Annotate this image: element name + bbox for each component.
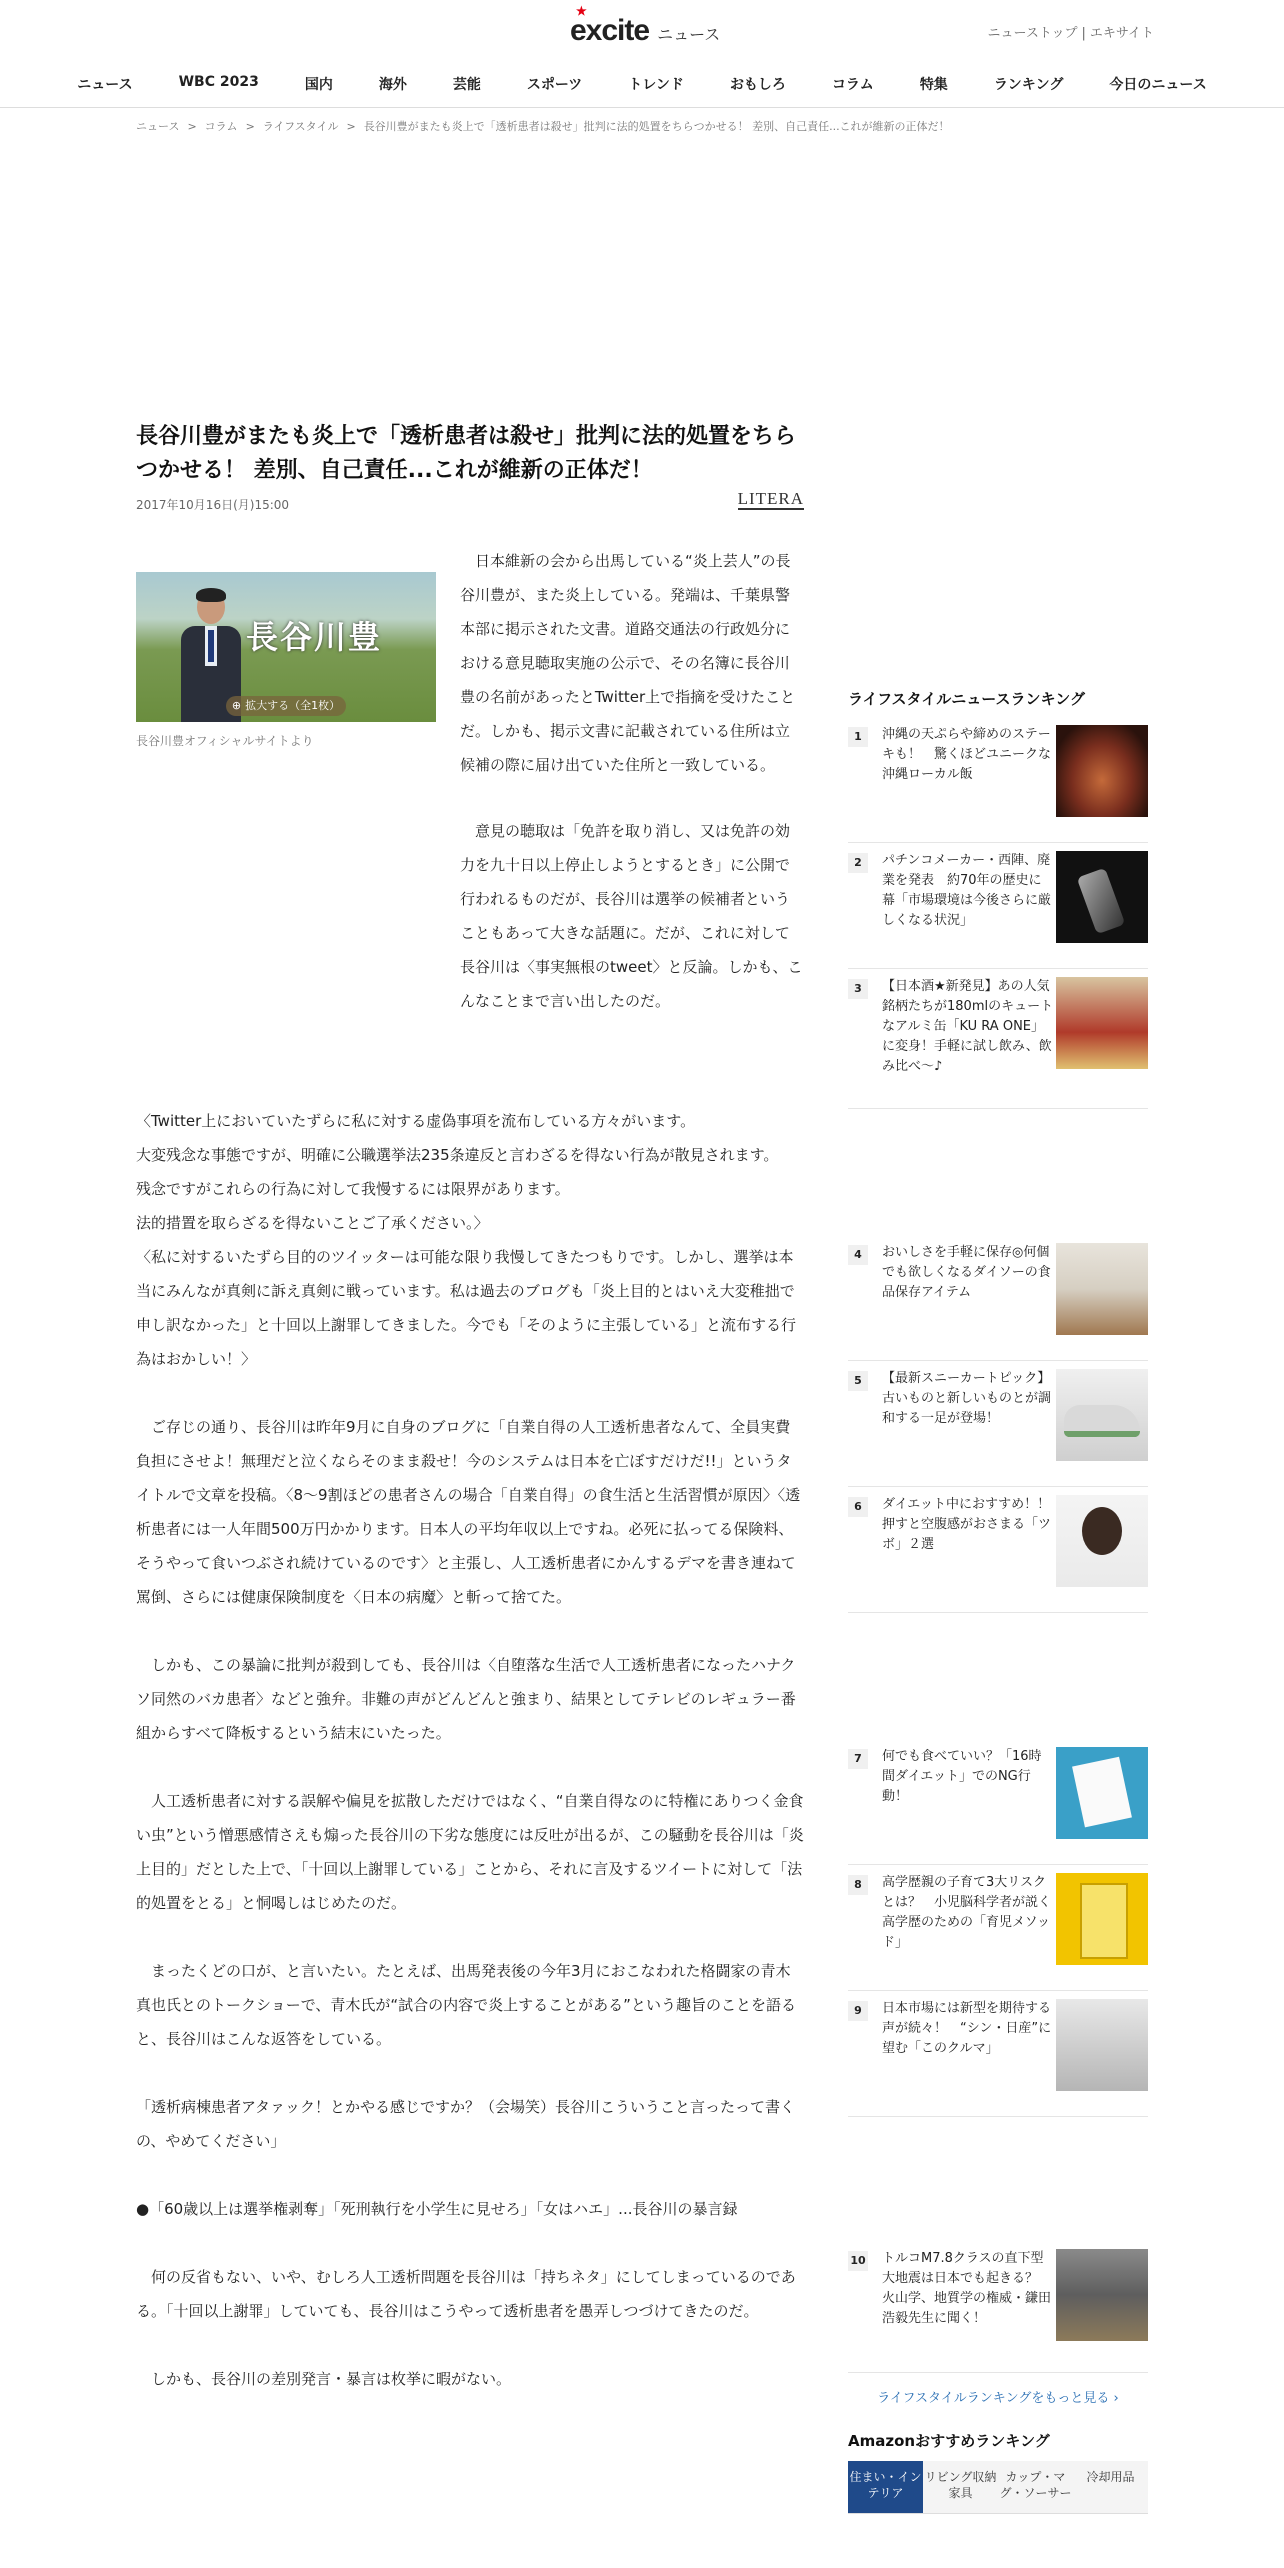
rank-title[interactable]: 【日本酒★新発見】あの人気銘柄たちが180mlのキュートなアルミ缶「KU RA ONE」に変身！手軽に試し飲み、飲み比べ～♪ bbox=[882, 979, 1054, 1074]
photo-caption: 長谷川豊オフィシャルサイトより bbox=[136, 734, 314, 748]
article bbox=[136, 420, 804, 2430]
ad-space bbox=[848, 1109, 1148, 1235]
body-paragraph: まったくどの口が、と言いたい。たとえば、出馬発表後の今年3月におこなわれた格闘家の青木真也氏とのトークショーで、青木氏が“試合の内容で炎上することがある”という趣旨のことを語ると、長谷川はこんな返答をしている。 bbox=[136, 1962, 796, 2048]
ranking-item[interactable] bbox=[848, 843, 1148, 969]
nav-column[interactable]: コラム bbox=[831, 77, 874, 93]
nav-sports[interactable]: スポーツ bbox=[526, 77, 583, 93]
litera-logo[interactable] bbox=[738, 490, 804, 510]
rank-thumbnail[interactable] bbox=[1056, 1495, 1148, 1587]
rank-thumbnail[interactable] bbox=[1056, 1369, 1148, 1461]
rank-thumbnail[interactable] bbox=[1056, 977, 1148, 1069]
rank-thumbnail[interactable] bbox=[1056, 1747, 1148, 1839]
nav-funny[interactable]: おもしろ bbox=[729, 77, 786, 93]
rank-title[interactable]: 日本市場には新型を期待する声が続々！ “シン・日産”に望む「このクルマ」 bbox=[882, 2001, 1052, 2056]
more-ranking-label: ライフスタイルランキングをもっと見る bbox=[877, 2391, 1110, 2406]
breadcrumb-separator: > bbox=[245, 120, 255, 133]
sub-heading: ●「60歳以上は選挙権剥奪」「死刑執行を小学生に見せろ」「女はハエ」...長谷川の暴言録 bbox=[136, 2200, 738, 2218]
rank-number: 6 bbox=[848, 1497, 868, 1517]
rank-thumbnail[interactable] bbox=[1056, 851, 1148, 943]
rank-number: 8 bbox=[848, 1875, 868, 1895]
nav-feature[interactable]: 特集 bbox=[919, 77, 948, 93]
rank-title[interactable]: パチンコメーカー・西陣、廃業を発表 約70年の歴史に幕「市場環境は今後さらに厳しくなる状況」 bbox=[882, 853, 1052, 928]
rank-number: 1 bbox=[848, 727, 868, 747]
ad-space bbox=[848, 2117, 1148, 2241]
rank-thumbnail[interactable] bbox=[1056, 1243, 1148, 1335]
quote-line: 残念ですがこれらの行為に対して我慢するには限界があります。 bbox=[136, 1180, 570, 1198]
quote-line: 〈Twitter上においていたずらに私に対する虚偽事項を流布している方々がいます。 bbox=[136, 1112, 696, 1130]
article-lead bbox=[136, 544, 804, 1104]
rank-thumbnail[interactable] bbox=[1056, 725, 1148, 817]
body-paragraph: 何の反省もない、いや、むしろ人工透析問題を長谷川は「持ちネタ」にしてしまっているのである。「十回以上謝罪」していても、長谷川はこうやって透析患者を愚弄しつづけてきたのだ。 bbox=[136, 2268, 796, 2320]
rank-title[interactable]: 【最新スニーカートピック】古いものと新しいものとが調和する一足が登場！ bbox=[882, 1371, 1052, 1426]
site-header bbox=[0, 0, 1284, 108]
ranking-item[interactable] bbox=[848, 1361, 1148, 1487]
lead-paragraph: 日本維新の会から出馬している“炎上芸人”の長谷川豊が、また炎上している。発端は、千葉県警本部に掲示された文書。道路交通法の行政処分における意見聴取実施の公示で、その名簿に長谷川豊の名前があったとTwitter上で指摘を受けたことだ。しかも、掲示文書に記載されている住所は立候補の際に届け出ていた住所と一致している。 bbox=[460, 552, 796, 774]
breadcrumb-current: 長谷川豊がまたも炎上で「透析患者は殺せ」批判に法的処置をちらつかせる！ 差別、自己責任...これが維新の正体だ！ bbox=[363, 120, 950, 133]
ranking-item[interactable] bbox=[848, 1487, 1148, 1613]
nav-overseas[interactable]: 海外 bbox=[378, 77, 407, 93]
quote-block bbox=[136, 1104, 804, 1376]
zoom-icon: ⊕ bbox=[231, 699, 242, 712]
quote-paragraph: 「透析病棟患者アタァック！とかやる感じですか？（会場笑）長谷川こういうこと言ったって書くの、やめてください」 bbox=[136, 2098, 795, 2150]
article-photo[interactable] bbox=[136, 550, 436, 722]
logo-mark bbox=[570, 4, 650, 48]
logo-text: excite bbox=[570, 14, 650, 47]
main-nav bbox=[0, 66, 1284, 102]
rank-number: 2 bbox=[848, 853, 868, 873]
breadcrumb-separator: > bbox=[187, 120, 197, 133]
tab-cups[interactable]: カップ・マグ・ソーサー bbox=[998, 2461, 1073, 2513]
enlarge-button[interactable] bbox=[226, 696, 346, 716]
link-news-top[interactable]: ニューストップ bbox=[987, 26, 1078, 41]
photo-name-text: 長谷川豊 bbox=[246, 618, 383, 656]
nav-wbc[interactable]: WBC 2023 bbox=[178, 74, 259, 90]
quote-line: 大変残念な事態ですが、明確に公職選挙法235条違反と言わざるを得ない行為が散見されます。 bbox=[136, 1146, 779, 1164]
enlarge-label: 拡大する（全1枚） bbox=[245, 699, 341, 712]
rank-number: 4 bbox=[848, 1245, 868, 1265]
ranking-item[interactable] bbox=[848, 1991, 1148, 2117]
hair-shape bbox=[196, 588, 226, 602]
ranking-item[interactable] bbox=[848, 1235, 1148, 1361]
body-paragraph: ご存じの通り、長谷川は昨年9月に自身のブログに「自業自得の人工透析患者なんて、全員実費負担にさせよ！無理だと泣くならそのまま殺せ！今のシステムは日本を亡ぼすだけだ!!」というタイトルで文章を投稿。〈8～9割ほどの患者さんの場合「自業自得」の食生活と生活習慣が原因〉〈透析患者には一人年間500万円かかります。日本人の平均年収以上ですね。必死に払ってる保険料、そうやって食いつぶされ続けているのです〉と主張し、人工透析患者にかんするデマを書き連ねて罵倒、さらには健康保険制度を〈日本の病魔〉と斬って捨てた。 bbox=[136, 1418, 801, 1606]
link-excite[interactable]: エキサイト bbox=[1089, 26, 1154, 41]
rank-title[interactable]: トルコM7.8クラスの直下型大地震は日本でも起きる？ 火山学、地質学の権威・鎌田浩毅先生に聞く！ bbox=[882, 2251, 1052, 2326]
ranking-item[interactable] bbox=[848, 969, 1148, 1109]
lead-text bbox=[460, 544, 804, 1018]
body-paragraph: しかも、長谷川の差別発言・暴言は枚挙に暇がない。 bbox=[151, 2370, 512, 2388]
ranking-item[interactable] bbox=[848, 717, 1148, 843]
article-meta bbox=[136, 489, 804, 518]
rank-number: 10 bbox=[848, 2251, 868, 2271]
nav-ranking[interactable]: ランキング bbox=[993, 77, 1064, 93]
breadcrumb-separator: > bbox=[346, 120, 356, 133]
rank-title[interactable]: ダイエット中におすすめ！！押すと空腹感がおさまる「ツボ」２選 bbox=[882, 1497, 1052, 1552]
tab-interior[interactable]: 住まい・インテリア bbox=[848, 2461, 923, 2513]
body-paragraph: しかも、この暴論に批判が殺到しても、長谷川は〈自堕落な生活で人工透析患者になったハナクソ同然のバカ患者〉などと強弁。非難の声がどんどんと強まり、結果としてテレビのレギュラー番組からすべて降板するという結末にいたった。 bbox=[136, 1656, 796, 1742]
rank-thumbnail[interactable] bbox=[1056, 2249, 1148, 2341]
article-title: 長谷川豊がまたも炎上で「透析患者は殺せ」批判に法的処置をちらつかせる！ 差別、自己責任...これが維新の正体だ！ bbox=[136, 424, 797, 483]
rank-title[interactable]: おいしさを手軽に保存◎何個でも欲しくなるダイソーの食品保存アイテム bbox=[882, 1245, 1051, 1300]
ranking-item[interactable] bbox=[848, 2241, 1148, 2373]
rank-number: 3 bbox=[848, 979, 868, 999]
tab-cooling[interactable]: 冷却用品 bbox=[1073, 2461, 1148, 2513]
ad-space bbox=[848, 1613, 1148, 1739]
sidebar bbox=[848, 680, 1148, 2514]
ranking-title: ライフスタイルニュースランキング bbox=[848, 690, 1086, 708]
rank-title[interactable]: 何でも食べていい？「16時間ダイエット」でのNG行動！ bbox=[882, 1749, 1042, 1804]
tab-living-storage[interactable]: リビング収納家具 bbox=[923, 2461, 998, 2513]
ranking-item[interactable] bbox=[848, 1739, 1148, 1865]
nav-news[interactable]: ニュース bbox=[77, 77, 133, 93]
photo-banner bbox=[136, 550, 436, 572]
article-body bbox=[136, 1104, 804, 2396]
rank-title[interactable]: 沖縄の天ぷらや締めのステーキも！ 驚くほどユニークな沖縄ローカル飯 bbox=[882, 727, 1052, 782]
rank-number: 9 bbox=[848, 2001, 868, 2021]
top-links bbox=[988, 22, 1154, 41]
rank-thumbnail[interactable] bbox=[1056, 1873, 1148, 1965]
nav-entertainment[interactable]: 芸能 bbox=[452, 77, 481, 93]
breadcrumb-column[interactable]: コラム bbox=[204, 120, 238, 133]
article-date: 2017年10月16日(月)15:00 bbox=[136, 498, 290, 512]
logo-sub: ニュース bbox=[657, 25, 721, 44]
excite-logo[interactable] bbox=[570, 4, 721, 48]
breadcrumb-news[interactable]: ニュース bbox=[136, 120, 180, 133]
top-links-separator: | bbox=[1081, 26, 1086, 41]
tie-shape bbox=[208, 630, 214, 662]
logo-star-icon: ★ bbox=[576, 4, 586, 18]
body-paragraph: 人工透析患者に対する誤解や偏見を拡散しただけではなく、“自業自得なのに特権にありつく金食い虫”という憎悪感情さえも煽った長谷川の下劣な態度には反吐が出るが、この騒動を長谷川は「炎上目的」だとした上で、「十回以上謝罪している」ことから、それに言及するツイートに対して「法的処置をとる」と恫喝しはじめたのだ。 bbox=[136, 1792, 804, 1912]
ranking-item[interactable] bbox=[848, 1865, 1148, 1991]
amazon-ranking-title: Amazonおすすめランキング bbox=[848, 2432, 1050, 2450]
rank-number: 7 bbox=[848, 1749, 868, 1769]
rank-number: 5 bbox=[848, 1371, 868, 1391]
nav-trend[interactable]: トレンド bbox=[628, 77, 684, 93]
quote-line: 法的措置を取らざるを得ないことご了承ください。〉 bbox=[136, 1214, 489, 1232]
more-ranking-link[interactable] bbox=[848, 2373, 1148, 2420]
nav-today[interactable]: 今日のニュース bbox=[1109, 77, 1207, 93]
photo-block bbox=[136, 550, 436, 749]
amazon-tabs bbox=[848, 2461, 1148, 2514]
rank-title[interactable]: 高学歴親の子育て3大リスクとは？ 小児脳科学者が説く高学歴のための「育児メソッド」 bbox=[882, 1875, 1052, 1950]
breadcrumb bbox=[136, 118, 950, 134]
lead-paragraph: 意見の聴取は「免許を取り消し、又は免許の効力を九十日以上停止しようとするとき」に公開で行われるものだが、長谷川は選挙の候補者ということもあって大きな話題に。だが、これに対して長谷川は〈事実無根のtweet〉と反論。しかも、こんなことまで言い出したのだ。 bbox=[460, 822, 803, 1010]
breadcrumb-lifestyle[interactable]: ライフスタイル bbox=[262, 120, 339, 133]
quote-line: 〈私に対するいたずら目的のツイッターは可能な限り我慢してきたつもりです。しかし、選挙は本当にみんなが真剣に訴え真剣に戦っています。私は過去のブログも「炎上目的とはいえ大変稚拙で申し訳なかった」と十回以上謝罪してきました。今でも「そのように主張している」と流布する行為はおかしい！〉 bbox=[136, 1248, 797, 1368]
source-name: LITERA bbox=[737, 489, 804, 508]
rank-thumbnail[interactable] bbox=[1056, 1999, 1148, 2091]
nav-domestic[interactable]: 国内 bbox=[304, 77, 333, 93]
chevron-right-icon: › bbox=[1109, 2391, 1119, 2406]
